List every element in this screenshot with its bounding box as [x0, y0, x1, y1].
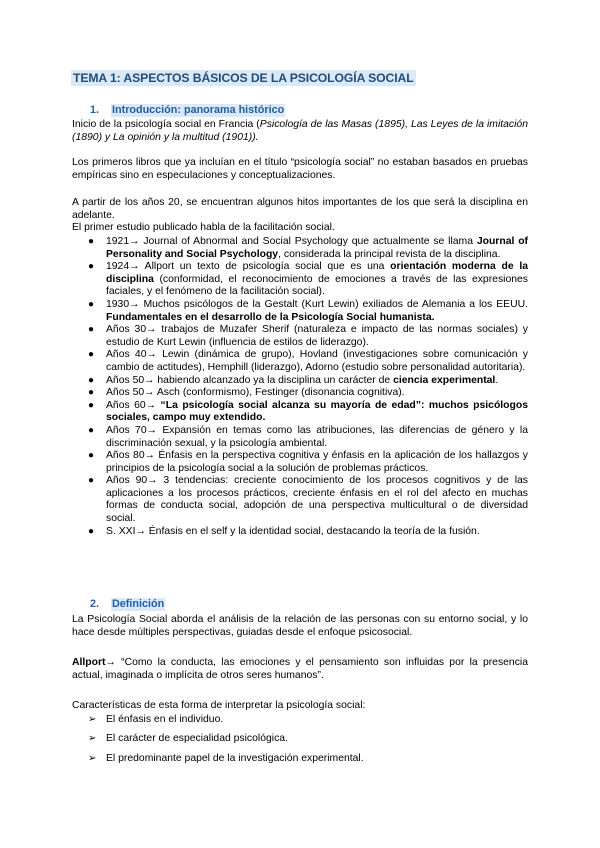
paragraph-primeros-libros: Los primeros libros que ya incluían en el título “psicología social” no estaban basados en pruebas empíricas sino en especulaciones y conceptualizaciones.	[72, 157, 528, 181]
list-item: ● Años 50→ Asch (conformismo), Festinger (disonancia cognitiva).	[88, 387, 405, 399]
bullet-icon: ●	[88, 261, 95, 273]
arrow-bullet-icon: ➢	[88, 752, 97, 764]
list-item: ● 1924→ Allport un texto de psicología social que es una orientación moderna de la disciplina (conformidad, el reconocimiento de emociones a través de las expresiones faciales, y el fenómeno de la facilitación social).	[88, 261, 528, 298]
allport-text: → “Como la conducta, las emociones y el pensamiento son influidas por la presencia actual, imaginada o implícita de otros seres humanos”.	[72, 657, 528, 681]
section-number: 1.	[90, 104, 100, 116]
list-item: ● 1921→ Journal of Abnormal and Social Psychology que actualmente se llama Journal of Personality and Social Psychology, considerada la principal revista de la disciplina.	[88, 236, 528, 260]
section-title: Introducción: panorama histórico	[112, 104, 285, 116]
list-item: ● Años 50→ habiendo alcanzado ya la disciplina un carácter de ciencia experimental.	[88, 374, 499, 386]
bullet-icon: ●	[88, 475, 95, 487]
bullet-icon: ●	[88, 349, 95, 361]
paragraph-caracteristicas: Características de esta forma de interpretar la psicología social:	[72, 700, 366, 711]
section-number: 2.	[90, 598, 100, 610]
list-item: ● S. XXI→ Énfasis en el self y la identidad social, destacando la teoría de la fusión.	[88, 525, 480, 537]
list-item: ➢ El énfasis en el individuo.	[88, 714, 224, 725]
bullet-icon: ●	[88, 298, 95, 310]
paragraph-definicion: La Psicología Social aborda el análisis de la relación de las personas con su entorno social, y lo hace desde múltiples perspectivas, guiadas desde el enfoque psicosocial.	[72, 614, 528, 638]
bullet-icon: ●	[88, 236, 95, 247]
list-item: ● Años 60→ “La psicología social alcanza su mayoría de edad”: muchos psicólogos sociales, campo muy extendido.	[88, 399, 529, 424]
bullet-icon: ●	[88, 387, 95, 399]
bullet-icon: ●	[88, 424, 95, 436]
section-title: Definición	[112, 598, 165, 610]
list-item: ● Años 30→ trabajos de Muzafer Sherif (naturaleza e impacto de las normas sociales) y estudio de Kurt Lewin (influencia de estilos de liderazgo).	[88, 324, 528, 348]
page-title: TEMA 1: ASPECTOS BÁSICOS DE LA PSICOLOGÍA SOCIAL	[73, 71, 414, 85]
bullet-icon: ●	[88, 374, 95, 386]
arrow-bullet-icon: ➢	[88, 714, 97, 725]
list-item: ➢ El carácter de especialidad psicológica.	[88, 733, 288, 745]
arrow-bullet-icon: ➢	[88, 733, 97, 745]
allport-name: Allport	[72, 657, 106, 668]
bullet-icon: ●	[88, 399, 95, 411]
allport-quote	[72, 657, 528, 682]
characteristics-list	[72, 714, 528, 772]
paragraph-primer-estudio: El primer estudio publicado habla de la facilitación social.	[72, 222, 335, 233]
bullet-icon: ●	[88, 525, 95, 537]
history-bullet-list	[72, 236, 528, 538]
list-item: ● Años 90→ 3 tendencias: creciente conocimiento de los procesos cognitivos y de las aplicaciones a los procesos prácticos, creciente énfasis en el rol del afecto en muchas formas de conducta social, adopción de una perspectiva multicultural o de diversidad social.	[88, 475, 528, 525]
intro-works: Psicología de las Masas (1895), Las Leyes de la imitación (1890) y La opinión y la multitud (1901)).	[72, 119, 528, 143]
list-item: ● Años 40→ Lewin (dinámica de grupo), Hovland (investigaciones sobre comunicación y cambio de actitudes), Hemphill (liderazgo), Adorno (estudio sobre personalidad autoritaria).	[88, 349, 528, 373]
intro-paragraph	[72, 119, 528, 144]
list-item: ● 1930→ Muchos psicólogos de la Gestalt (Kurt Lewin) exiliados de Alemania a los EEUU. Fundamentales en el desarrollo de la Psicología Social humanista.	[88, 298, 528, 323]
bullet-icon: ●	[88, 450, 95, 462]
list-item: ● Años 80→ Énfasis en la perspectiva cognitiva y énfasis en la aplicación de los hallazgos y principios de la psicología social a la solución de problemas prácticos.	[88, 450, 528, 474]
list-item: ● Años 70→ Expansión en temas como las atribuciones, las diferencias de género y la discriminación sexual, y la psicología ambiental.	[88, 424, 528, 449]
paragraph-anios-20: A partir de los años 20, se encuentran algunos hitos importantes de los que será la disciplina en adelante.	[72, 197, 528, 221]
list-item: ➢ El predominante papel de la investigación experimental.	[88, 752, 364, 764]
bullet-icon: ●	[88, 324, 95, 336]
intro-text: Inicio de la psicología social en Francia (	[72, 119, 260, 130]
